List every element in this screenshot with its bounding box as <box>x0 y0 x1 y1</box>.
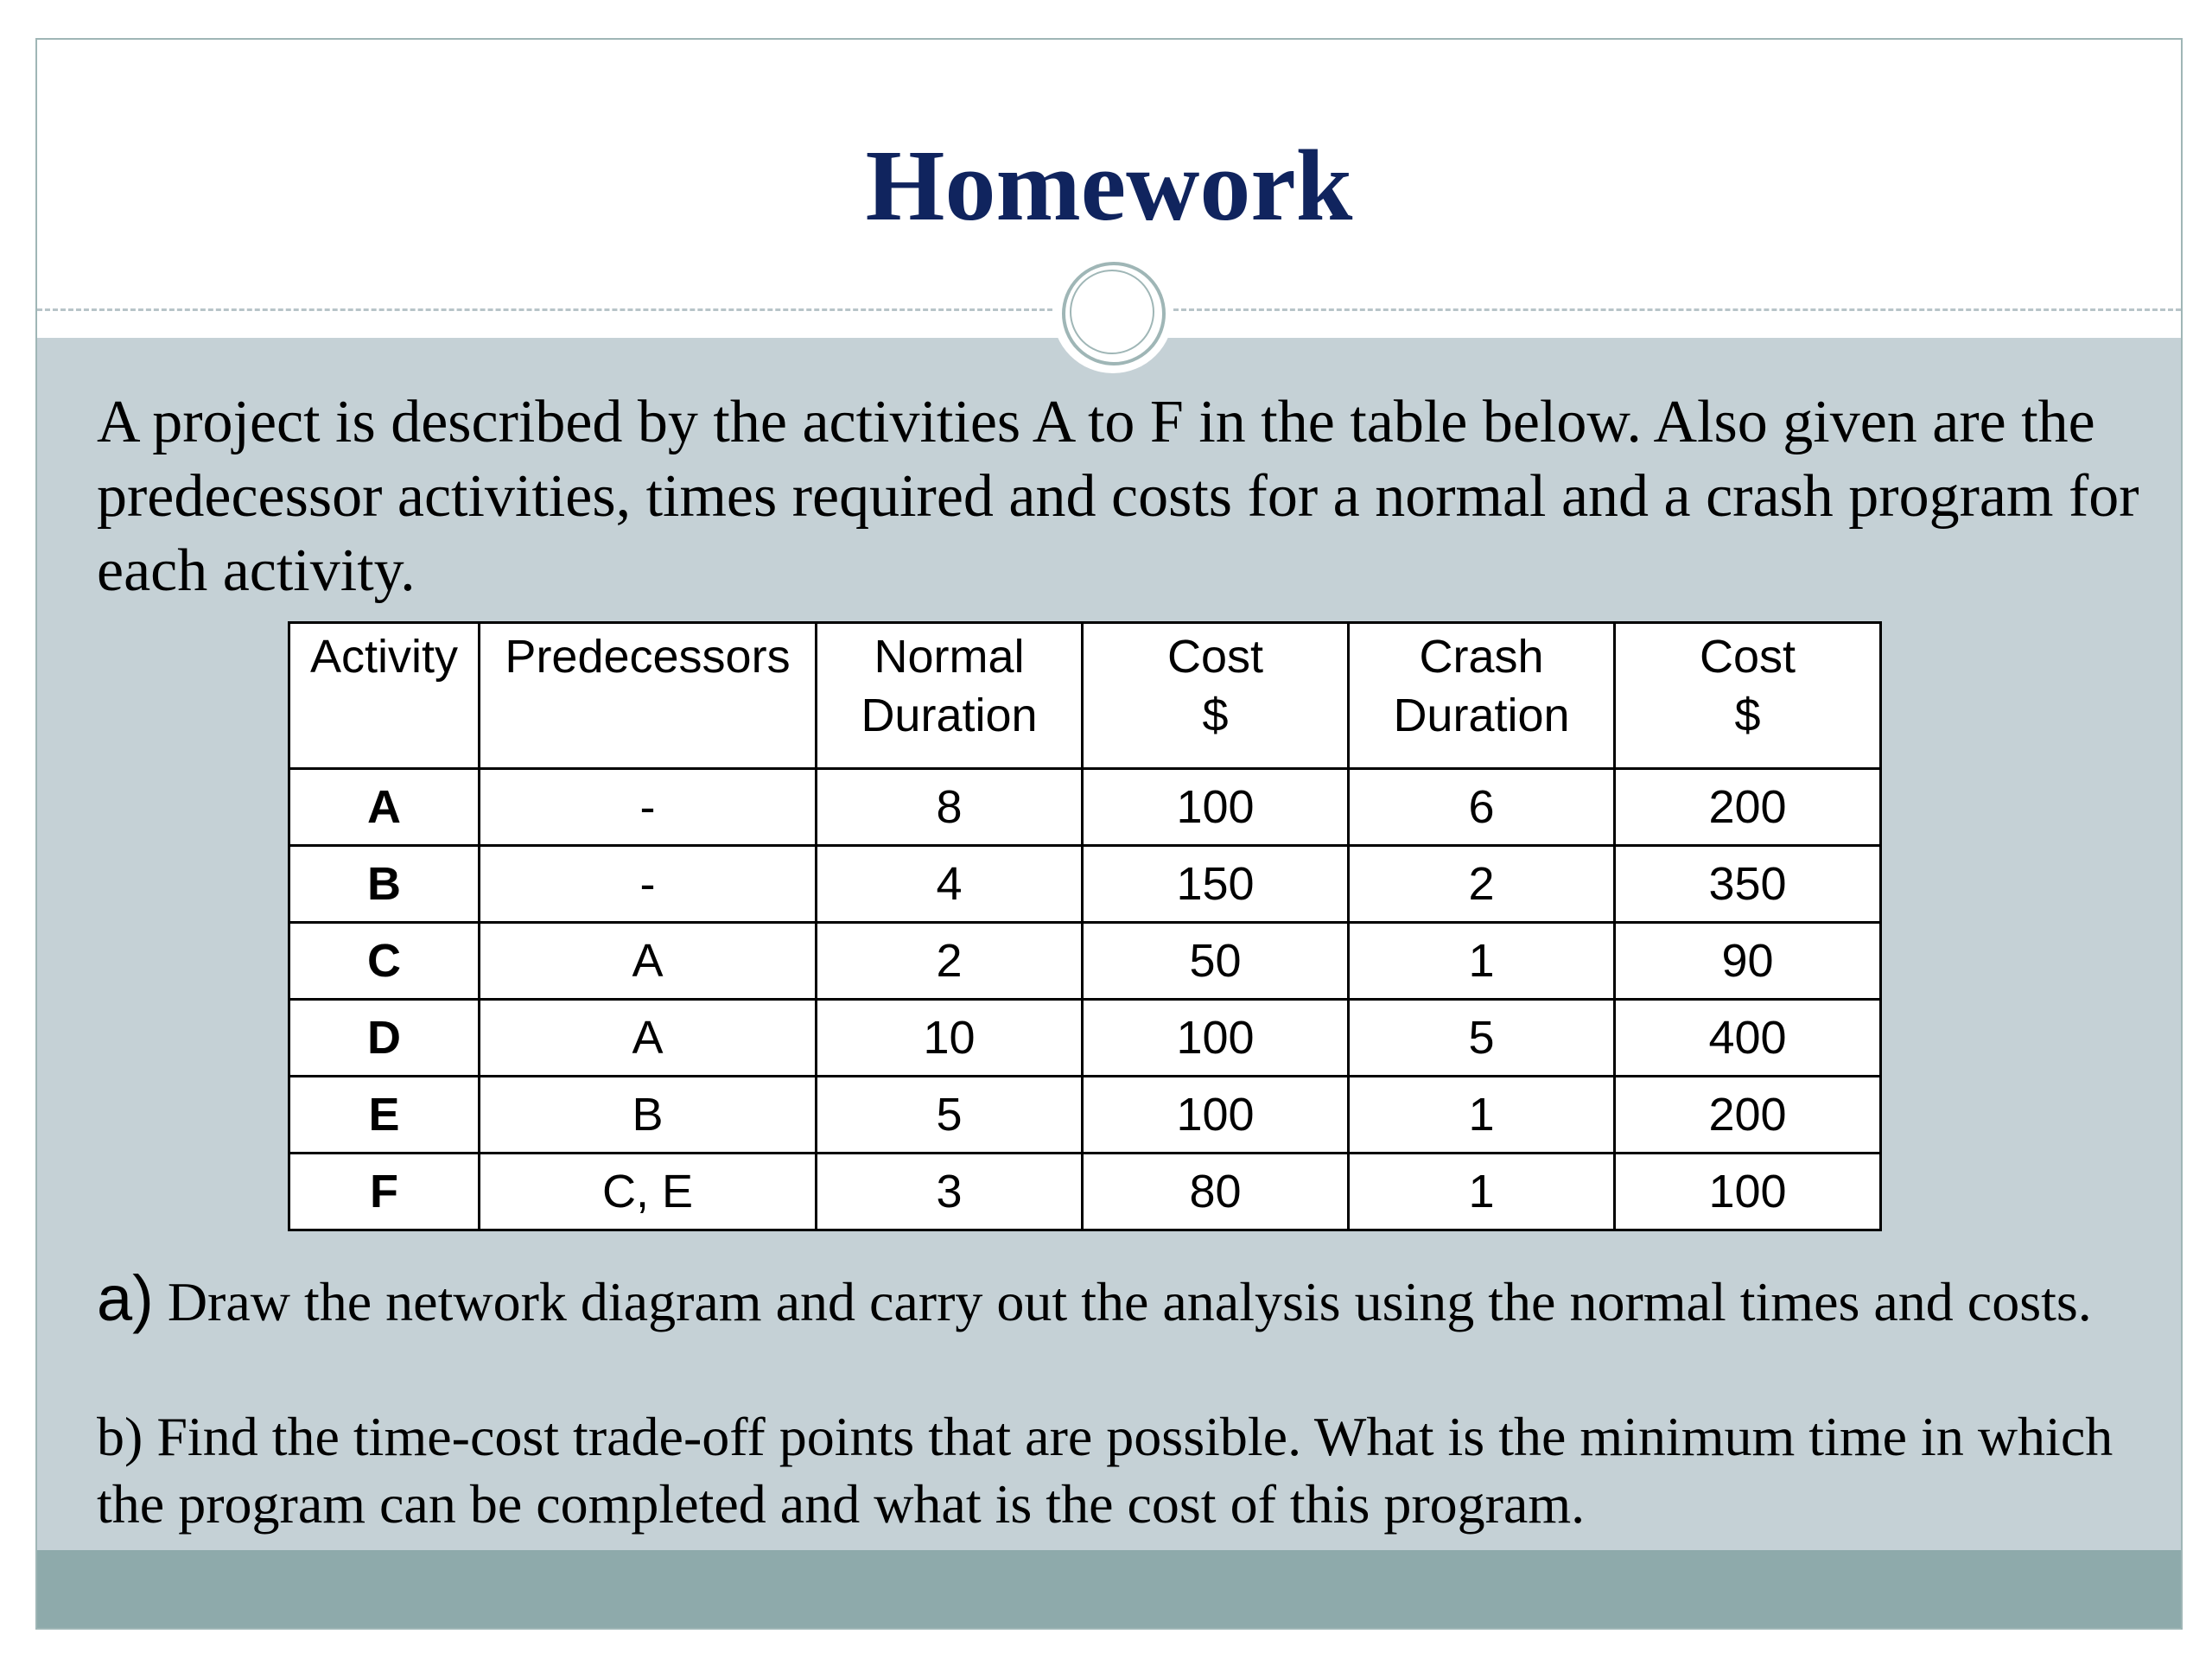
cell-predecessors: B <box>480 1077 817 1154</box>
cell-activity: E <box>289 1077 480 1154</box>
cell-activity: B <box>289 846 480 923</box>
slide-title: Homework <box>865 129 1353 242</box>
cell-normal-duration: 10 <box>817 1000 1083 1077</box>
cell-crash-duration: 5 <box>1349 1000 1615 1077</box>
cell-predecessors: - <box>480 846 817 923</box>
table-row <box>289 1000 1881 1077</box>
header-normal-cost: Cost $ <box>1083 623 1349 769</box>
ornament-inner-ring <box>1070 270 1154 354</box>
cell-activity: C <box>289 923 480 1000</box>
cell-crash-duration: 2 <box>1349 846 1615 923</box>
cell-crash-cost: 200 <box>1615 1077 1881 1154</box>
cell-normal-cost: 100 <box>1083 1000 1349 1077</box>
header-crash-cost: Cost $ <box>1615 623 1881 769</box>
cell-normal-duration: 4 <box>817 846 1083 923</box>
header-predecessors: Predecessors <box>480 623 817 769</box>
slide <box>35 38 2183 1630</box>
cell-predecessors: A <box>480 923 817 1000</box>
question-a-text: Draw the network diagram and carry out the analysis using the normal times and costs. <box>153 1271 2092 1332</box>
question-b: b) Find the time-cost trade-off points that are possible. What is the minimum time in which the program can be completed and what is the cost of this program. <box>97 1406 2113 1535</box>
cell-normal-duration: 2 <box>817 923 1083 1000</box>
cell-normal-cost: 150 <box>1083 846 1349 923</box>
cell-crash-cost: 100 <box>1615 1154 1881 1230</box>
divider-left <box>37 308 1052 311</box>
divider-right <box>1166 308 2181 311</box>
table-row <box>289 846 1881 923</box>
cell-predecessors: A <box>480 1000 817 1077</box>
cell-predecessors: C, E <box>480 1154 817 1230</box>
cell-normal-duration: 8 <box>817 769 1083 846</box>
table-row <box>289 923 1881 1000</box>
footer-bar <box>37 1550 2181 1628</box>
cell-crash-cost: 400 <box>1615 1000 1881 1077</box>
cell-normal-duration: 5 <box>817 1077 1083 1154</box>
table-row <box>289 1154 1881 1230</box>
cell-activity: D <box>289 1000 480 1077</box>
circle-ornament-icon <box>1052 252 1173 373</box>
header-activity: Activity <box>289 623 480 769</box>
cell-predecessors: - <box>480 769 817 846</box>
header-crash-duration: Crash Duration <box>1349 623 1615 769</box>
cell-normal-cost: 50 <box>1083 923 1349 1000</box>
table-row <box>289 769 1881 846</box>
cell-normal-duration: 3 <box>817 1154 1083 1230</box>
activity-table <box>288 621 1882 1231</box>
header-normal-duration: Normal Duration <box>817 623 1083 769</box>
table-row <box>289 1077 1881 1154</box>
intro-text: A project is described by the activities A to F in the table below. Also given are the predecessor activities, times required and costs for a normal and a crash program for each activity. <box>97 389 2139 604</box>
cell-crash-cost: 200 <box>1615 769 1881 846</box>
question-a-label: a) <box>97 1262 154 1334</box>
cell-crash-cost: 350 <box>1615 846 1881 923</box>
question-a <box>97 1262 2171 1336</box>
cell-normal-cost: 100 <box>1083 769 1349 846</box>
cell-crash-duration: 1 <box>1349 923 1615 1000</box>
cell-normal-cost: 80 <box>1083 1154 1349 1230</box>
cell-crash-duration: 6 <box>1349 769 1615 846</box>
cell-crash-duration: 1 <box>1349 1154 1615 1230</box>
cell-crash-duration: 1 <box>1349 1077 1615 1154</box>
cell-activity: F <box>289 1154 480 1230</box>
cell-normal-cost: 100 <box>1083 1077 1349 1154</box>
cell-crash-cost: 90 <box>1615 923 1881 1000</box>
table-header-row <box>289 623 1881 769</box>
cell-activity: A <box>289 769 480 846</box>
